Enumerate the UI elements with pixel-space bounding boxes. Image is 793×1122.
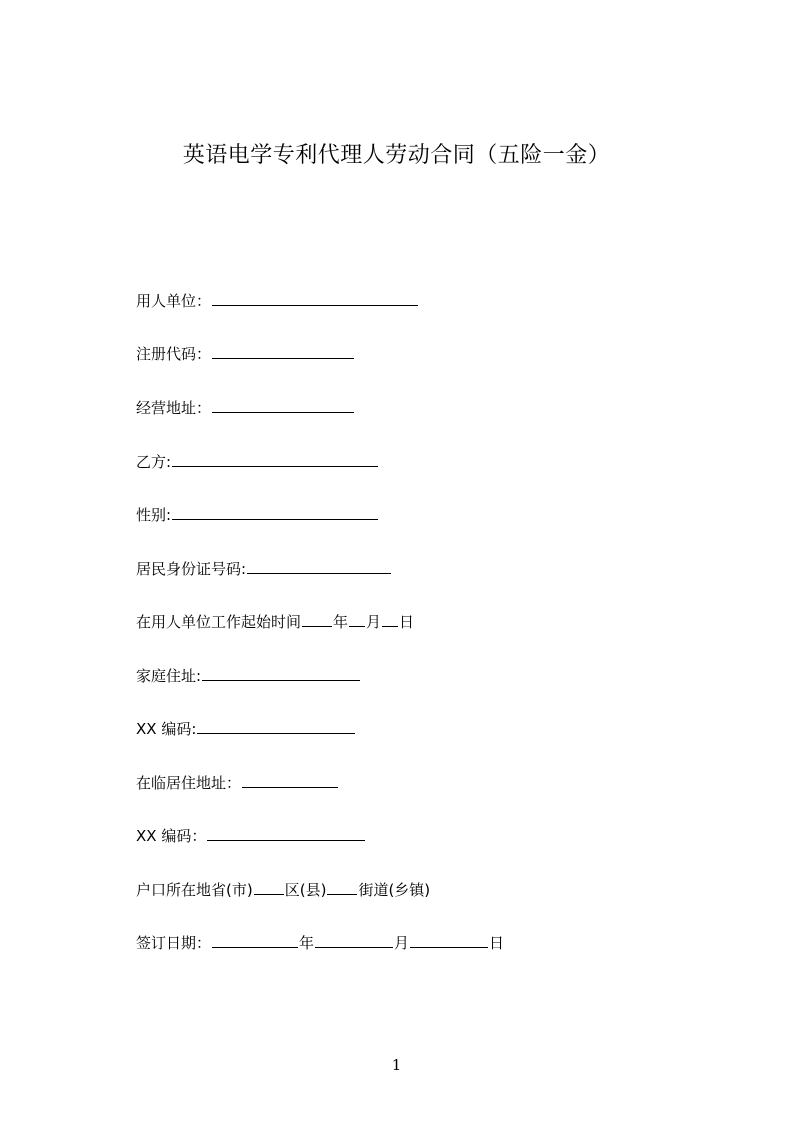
home-address-blank[interactable] <box>202 665 360 681</box>
postcode1-row <box>136 718 356 739</box>
start-month-label: 月 <box>366 613 382 631</box>
temp-address-row <box>136 772 339 793</box>
biz-address-label: 经营地址： <box>136 399 212 417</box>
district-blank[interactable] <box>327 879 357 895</box>
sign-year-blank[interactable] <box>212 932 298 948</box>
id-number-label: 居民身份证号码: <box>136 560 247 578</box>
reg-code-label: 注册代码： <box>136 345 212 363</box>
temp-address-label: 在临居住地址： <box>136 774 242 792</box>
postcode1-blank[interactable] <box>197 718 355 734</box>
sign-month-blank[interactable] <box>315 932 393 948</box>
document-title: 英语电学专利代理人劳动合同（五险一金） <box>182 143 611 168</box>
start-year-label: 年 <box>333 613 349 631</box>
reg-code-blank[interactable] <box>212 343 354 359</box>
province-blank[interactable] <box>254 879 284 895</box>
home-address-row <box>136 665 361 686</box>
postcode1-label: XX 编码: <box>136 720 197 738</box>
home-address-label: 家庭住址: <box>136 667 202 685</box>
id-number-blank[interactable] <box>247 558 391 574</box>
party-b-label: 乙方: <box>136 453 172 471</box>
postcode2-row <box>136 825 366 846</box>
employer-label: 用人单位： <box>136 292 212 310</box>
gender-row <box>136 504 379 525</box>
gender-blank[interactable] <box>172 504 378 520</box>
temp-address-blank[interactable] <box>242 772 338 788</box>
sign-date-label: 签订日期： <box>136 934 212 952</box>
reg-code-row <box>136 343 355 364</box>
sign-date-row <box>136 932 504 953</box>
gender-label: 性别: <box>136 506 172 524</box>
start-time-row <box>136 611 414 632</box>
biz-address-row <box>136 397 355 418</box>
employer-row <box>136 290 419 311</box>
id-number-row <box>136 558 392 579</box>
postcode2-label: XX 编码： <box>136 827 207 845</box>
household-label: 户口所在地省(市) <box>136 881 253 899</box>
start-year-blank[interactable] <box>302 611 332 627</box>
page-number: 1 <box>391 1056 402 1074</box>
sign-day-label: 日 <box>489 934 505 952</box>
party-b-row <box>136 451 379 472</box>
district-label: 区(县) <box>284 881 327 899</box>
biz-address-blank[interactable] <box>212 397 354 413</box>
sign-month-label: 月 <box>394 934 410 952</box>
start-day-blank[interactable] <box>382 611 398 627</box>
start-day-label: 日 <box>399 613 415 631</box>
start-time-label: 在用人单位工作起始时间 <box>136 613 302 631</box>
sign-day-blank[interactable] <box>410 932 488 948</box>
household-row <box>136 879 430 900</box>
sign-year-label: 年 <box>299 934 315 952</box>
start-month-blank[interactable] <box>349 611 365 627</box>
street-label: 街道(乡镇) <box>358 881 431 899</box>
postcode2-blank[interactable] <box>207 825 365 841</box>
employer-blank[interactable] <box>212 290 418 306</box>
party-b-blank[interactable] <box>172 451 378 467</box>
